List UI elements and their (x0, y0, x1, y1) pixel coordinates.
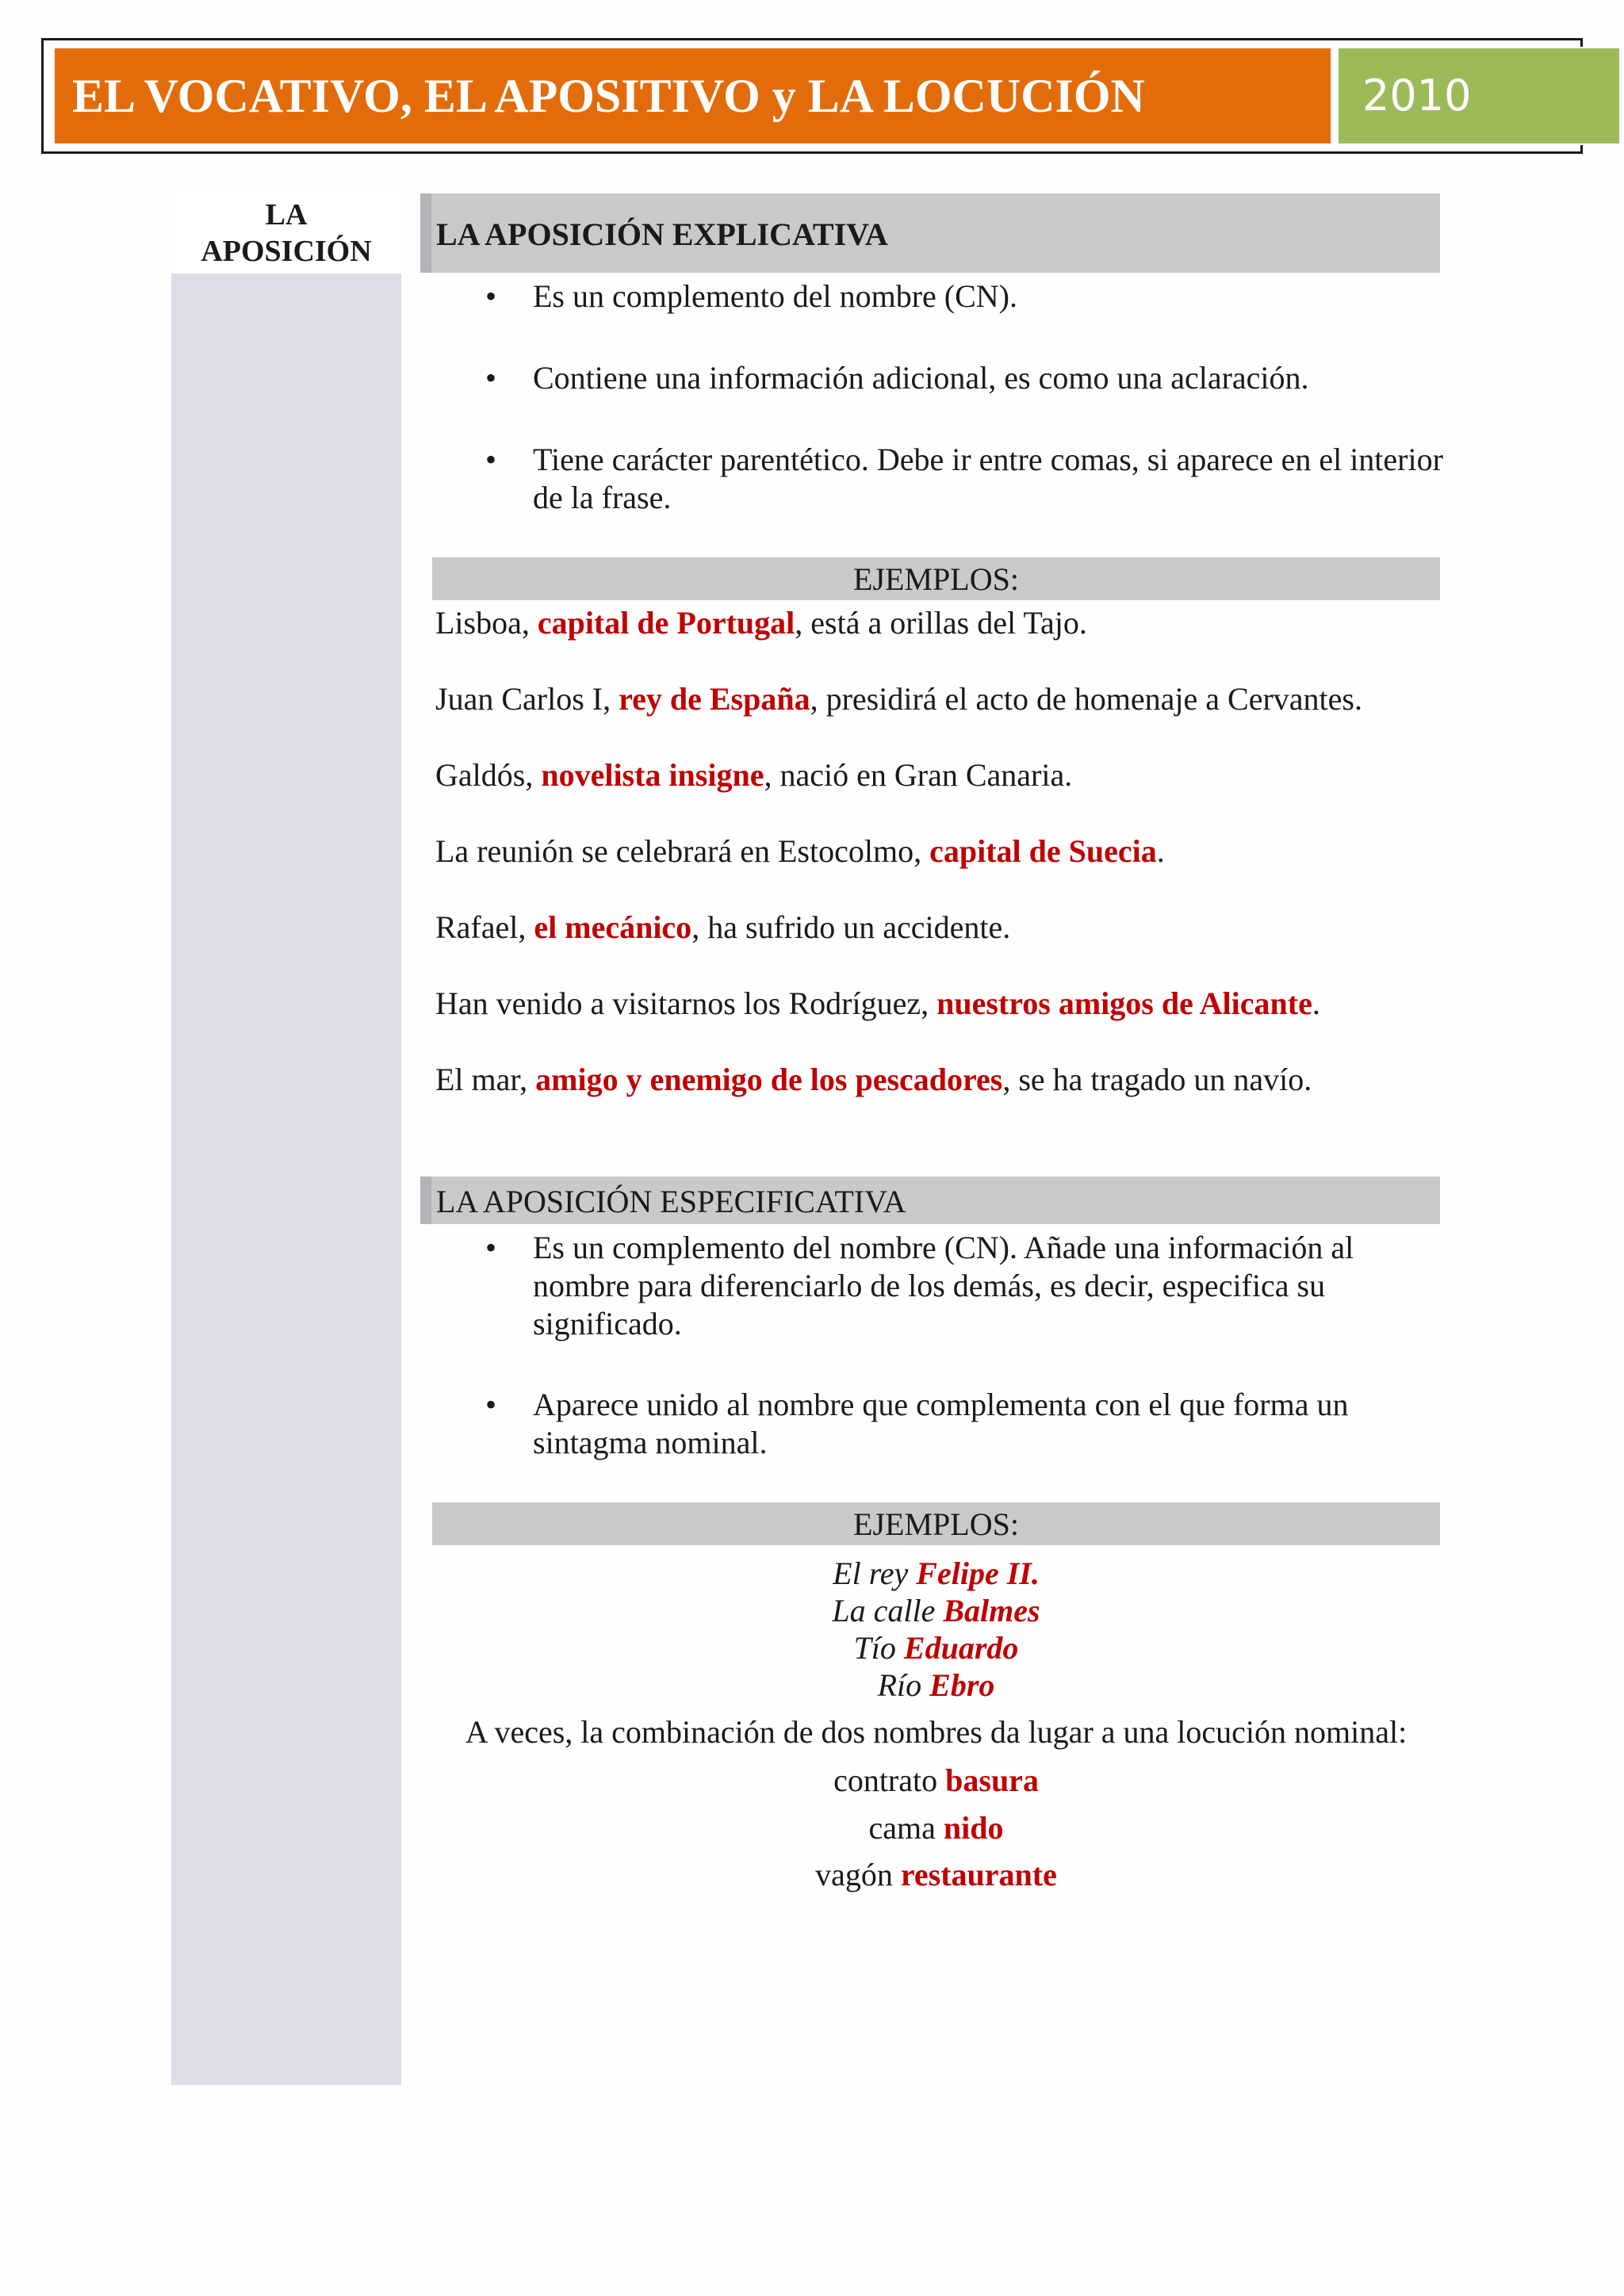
apposition-highlight: Ebro (929, 1667, 995, 1703)
bullet-text: Aparece unido al nombre que complementa con el que forma un sintagma nominal. (533, 1387, 1349, 1460)
example-text: El rey (833, 1556, 917, 1591)
apposition-highlight: capital de Suecia (929, 833, 1157, 869)
bullet-text: Tiene carácter parentético. Debe ir entre comas, si aparece en el interior de la frase. (533, 442, 1443, 515)
sidebar-column (171, 193, 401, 2085)
apposition-highlight: Eduardo (903, 1630, 1019, 1666)
example-text: , se ha tragado un navío. (1002, 1062, 1312, 1097)
example-text: Juan Carlos I, (435, 681, 619, 717)
apposition-highlight: rey de España (619, 681, 810, 717)
example-phrase (432, 1555, 1440, 1592)
example-sentence (435, 680, 1362, 718)
apposition-highlight: restaurante (900, 1857, 1057, 1892)
example-phrase (432, 1667, 1440, 1704)
example-text: cama (868, 1810, 944, 1846)
bullet-text: Contiene una información adicional, es como una aclaración. (533, 360, 1309, 396)
section-heading-explicativa (420, 193, 1440, 273)
apposition-highlight: nuestros amigos de Alicante (936, 985, 1312, 1021)
section-title-especificativa: LA APOSICIÓN ESPECIFICATIVA (436, 1184, 906, 1219)
example-text: , está a orillas del Tajo. (795, 605, 1087, 641)
apposition-highlight: amigo y enemigo de los pescadores (535, 1062, 1003, 1097)
apposition-highlight: Felipe II. (916, 1556, 1040, 1591)
apposition-highlight: el mecánico (534, 909, 692, 945)
example-phrase (432, 1629, 1440, 1667)
example-text: Galdós, (435, 757, 542, 793)
example-sentence (435, 909, 1010, 946)
bullet-icon: • (485, 442, 497, 477)
example-text: contrato (833, 1762, 946, 1798)
apposition-highlight: basura (945, 1762, 1039, 1798)
header-frame (41, 38, 1583, 154)
section-title-explicativa: LA APOSICIÓN EXPLICATIVA (436, 216, 888, 252)
examples-label: EJEMPLOS: (432, 1502, 1440, 1545)
apposition-highlight: novelista insigne (541, 757, 764, 793)
sidebar-heading-line1: LA (265, 198, 308, 232)
example-phrase (432, 1592, 1440, 1629)
bullet-icon: • (485, 1387, 497, 1422)
heading-bar-edge (420, 193, 431, 273)
example-text: Tío (853, 1630, 904, 1666)
example-sentence (435, 756, 1072, 794)
example-text: Rafael, (435, 909, 534, 945)
example-text: El mar, (435, 1062, 536, 1097)
example-text: Río (877, 1667, 930, 1703)
bullet-icon: • (485, 360, 497, 396)
bullet-text: Es un complemento del nombre (CN). (533, 278, 1017, 314)
example-sentence (435, 832, 1165, 870)
apposition-highlight: capital de Portugal (537, 605, 795, 641)
apposition-highlight: Balmes (943, 1593, 1040, 1628)
example-text: , presidirá el acto de homenaje a Cervantes. (810, 681, 1362, 717)
example-sentence (435, 1061, 1312, 1098)
example-text: Lisboa, (435, 605, 538, 641)
bullet-icon: • (485, 1230, 497, 1265)
sidebar-heading (171, 193, 401, 271)
document-year: 2010 (1337, 47, 1621, 145)
heading-bar-edge (420, 1177, 431, 1224)
example-text: . (1312, 985, 1320, 1021)
locucion-intro: A veces, la combinación de dos nombres da lugar a una locución nominal: (465, 1714, 1408, 1750)
locucion-example (432, 1809, 1440, 1846)
example-text: , ha sufrido un accidente. (691, 909, 1011, 945)
example-sentence (435, 604, 1087, 641)
example-text: La reunión se celebrará en Estocolmo, (435, 833, 930, 869)
sidebar-divider (171, 271, 401, 274)
locucion-example (432, 1762, 1440, 1799)
example-text: , nació en Gran Canaria. (764, 757, 1073, 793)
sidebar-heading-line2: APOSICIÓN (201, 235, 372, 268)
example-sentence (435, 985, 1320, 1022)
apposition-highlight: nido (943, 1810, 1004, 1846)
document-title: EL VOCATIVO, EL APOSITIVO y LA LOCUCIÓN (53, 47, 1332, 145)
example-text: vagón (815, 1857, 901, 1892)
examples-label: EJEMPLOS: (432, 557, 1440, 600)
example-text: La calle (832, 1593, 944, 1628)
example-text: . (1156, 833, 1165, 869)
example-text: Han venido a visitarnos los Rodríguez, (435, 985, 937, 1021)
locucion-example (432, 1856, 1440, 1893)
bullet-text: Es un complemento del nombre (CN). Añade una información al nombre para diferenciarlo de los demás, es decir, especifica su significado. (533, 1230, 1354, 1341)
section-heading-especificativa (420, 1177, 1440, 1224)
bullet-icon: • (485, 278, 497, 314)
